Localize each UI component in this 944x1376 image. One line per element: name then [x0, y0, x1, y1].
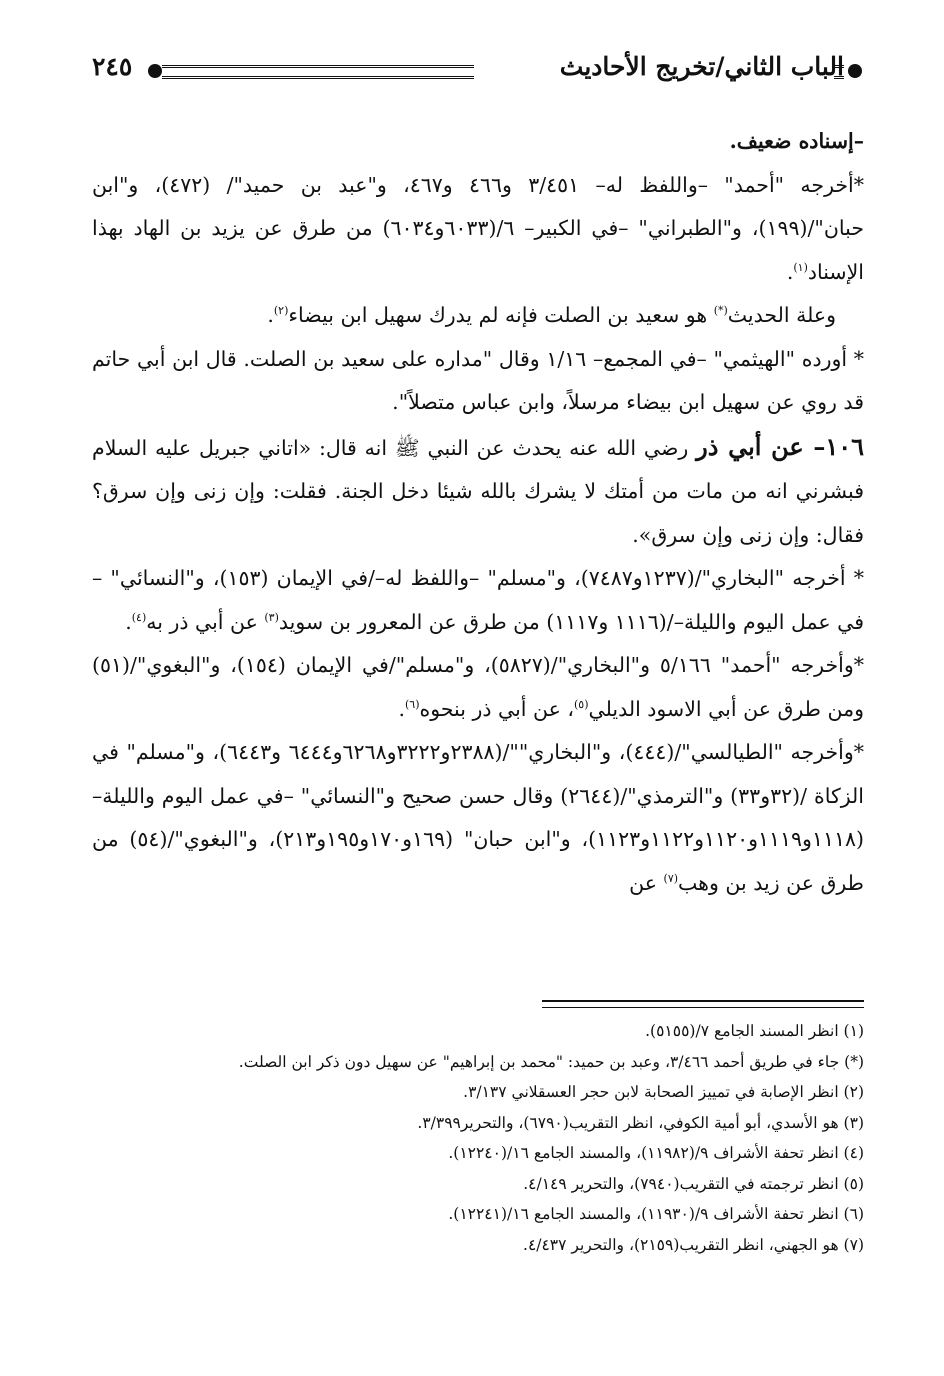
paragraph-text: *وأخرجه "الطيالسي"/(٤٤٤)، و"البخاري""/(٢٣٨٨و٣٢٢٢و٦٢٦٨و٦٤٤٤ و٦٤٤٣)، و"مسلم" في الزكاة /(٣٢و٣٣) و"الترمذي"/(٢٦٤٤) وقال حسن صحيح و"النسائي" –في عمل اليوم والليلة– (١١١٨و١١١٩و١١٢٠و١١٢٢و١١٢٣)، و"ابن حبان" (١٦٩و١٧٠و١٩٥و٢١٣)، و"البغوي"/(٥٤) من طرق عن زيد بن وهب	[92, 740, 864, 895]
footnote-6: (٦) انظر تحفة الأشراف ٩/(١١٩٣٠)، والمسند الجامع ١٦/(١٢٢٤١).	[448, 1205, 864, 1223]
footnote-separator	[542, 1000, 864, 1002]
footnote-ref: (٤)	[131, 610, 147, 624]
footnote-2: (٢) انظر الإصابة في تمييز الصحابة لابن حجر العسقلاني ٣/١٣٧.	[463, 1083, 864, 1101]
paragraph-isnad: –إسناده ضعيف.	[729, 129, 864, 153]
footnote-ref: (*)	[713, 304, 728, 318]
paragraph-text: عن	[629, 870, 664, 895]
footnote-1: (١) انظر المسند الجامع ٧/(٥١٥٥).	[645, 1022, 864, 1040]
footnote-ref: (٣)	[264, 610, 279, 624]
footnote-star: (*) جاء في طريق أحمد ٣/٤٦٦، وعبد بن حميد: "محمد بن إبراهيم" عن سهيل دون ذكر ابن الصلت.	[238, 1052, 864, 1071]
paragraph-text: *أخرجه "أحمد" –واللفظ له– ٣/٤٥١ و٤٦٦ و٤٦٧، و"عبد بن حميد"/ (٤٧٢)، و"ابن حبان"/(١٩٩)، و"الطبراني" –في الكبير– ٦/(٦٠٣٣و٦٠٣٤) من طرق عن يزيد بن الهاد بهذا الإسناد	[92, 172, 864, 284]
chapter-title: الباب الثاني/تخريج الأحاديث	[559, 52, 844, 81]
page-header	[92, 48, 866, 98]
main-text	[92, 120, 864, 905]
footnote-5: (٥) انظر ترجمته في التقريب(٧٩٤٠)، والتحرير ٤/١٤٩.	[523, 1174, 864, 1193]
hadith-text: رضي الله عنه يحدث عن النبي ﷺ انه قال: «اتاني جبريل عليه السلام فبشرني انه من مات من أمتك لا يشرك بالله شيئا دخل الجنة. فقلت: وإن زنى وإن سرق؟ فقال: وإن زنى وإن سرق».	[92, 435, 864, 547]
footnote-ref: (٢)	[273, 304, 289, 318]
footnotes	[92, 1016, 864, 1260]
paragraph-haythami: * أورده "الهيثمي" –في المجمع– ١/١٦ وقال "مداره على سعيد بن الصلت. قال ابن أبي حاتم قد روي عن سهيل ابن بيضاء مرسلاً، وابن عباس متصلاً".	[92, 346, 864, 414]
ornament-right	[842, 60, 866, 84]
page-number: ٢٤٥	[92, 52, 133, 81]
hadith-number: ١٠٦– عن أبي ذر	[696, 431, 865, 461]
paragraph-text: وعلة الحديث	[727, 303, 836, 327]
header-rule	[162, 65, 474, 79]
ornament-left	[144, 60, 168, 84]
paragraph-takhrij-1: *أخرجه "أحمد" –واللفظ له– ٣/٤٥١ و٤٦٦ و٤٦٧، و"عبد بن حميد"/ (٤٧٢)، و"ابن حبان"/(١٩٩)، و"الطبراني" –في الكبير– ٦/(٦٠٣٣و٦٠٣٤) من طرق عن يزيد بن الهاد بهذا الإسناد$^{(١)}$.	[92, 172, 864, 284]
paragraph-text: ، عن أبي ذر بنحوه	[419, 696, 574, 721]
footnote-7: (٧) هو الجهني، انظر التقريب(٢١٥٩)، والتحرير ٤/٤٣٧.	[523, 1235, 864, 1254]
hadith-106	[92, 425, 864, 558]
footnote-3: (٣) هو الأسدي، أبو أمية الكوفي، انظر التقريب(٦٧٩٠)، والتحرير٣/٣٩٩.	[417, 1113, 864, 1132]
footnote-ref: (١)	[793, 260, 808, 274]
footnote-ref: (٧)	[663, 871, 679, 885]
paragraph-takhrij-4	[92, 731, 864, 905]
footnote-ref: (٥)	[573, 697, 589, 711]
paragraph-illa: وعلة الحديث(*) هو سعيد بن الصلت فإنه لم يدرك سهيل ابن بيضاء$^{(٢)}$.	[267, 303, 836, 327]
paragraph-text: عن أبي ذر به	[146, 609, 265, 634]
footnote-separator-thin	[542, 1007, 864, 1008]
paragraph-text: * أخرجه "البخاري"/(١٢٣٧و٧٤٨٧)، و"مسلم" –واللفظ له–/في الإيمان (١٥٣)، و"النسائي" –في عمل اليوم والليلة–/(١١١٦ و١١١٧) من طرق عن المعرور بن سويد	[92, 566, 864, 634]
paragraph-takhrij-2: * أخرجه "البخاري"/(١٢٣٧و٧٤٨٧)، و"مسلم" –واللفظ له–/في الإيمان (١٥٣)، و"النسائي" –في عمل اليوم والليلة–/(١١١٦ و١١١٧) من طرق عن المعرور بن سويد$^{(٣)}$ عن أبي ذر به$^{(٤)}$.	[92, 566, 864, 634]
footnote-ref: (٦)	[404, 697, 420, 711]
paragraph-text: هو سعيد بن الصلت فإنه لم يدرك سهيل ابن بيضاء	[288, 303, 714, 327]
paragraph-text: *وأخرجه "أحمد" ٥/١٦٦ و"البخاري"/(٥٨٢٧)، و"مسلم"/في الإيمان (١٥٤)، و"البغوي"/(٥١) ومن طرق عن أبي الاسود الديلي	[92, 653, 865, 721]
paragraph-takhrij-3: *وأخرجه "أحمد" ٥/١٦٦ و"البخاري"/(٥٨٢٧)، و"مسلم"/في الإيمان (١٥٤)، و"البغوي"/(٥١) ومن طرق عن أبي الاسود الديلي$^{(٥)}$، عن أبي ذر بنحوه$^{(٦)}$.	[92, 653, 865, 721]
footnote-4: (٤) انظر تحفة الأشراف ٩/(١١٩٨٢)، والمسند الجامع ١٦/(١٢٢٤٠).	[448, 1144, 864, 1162]
